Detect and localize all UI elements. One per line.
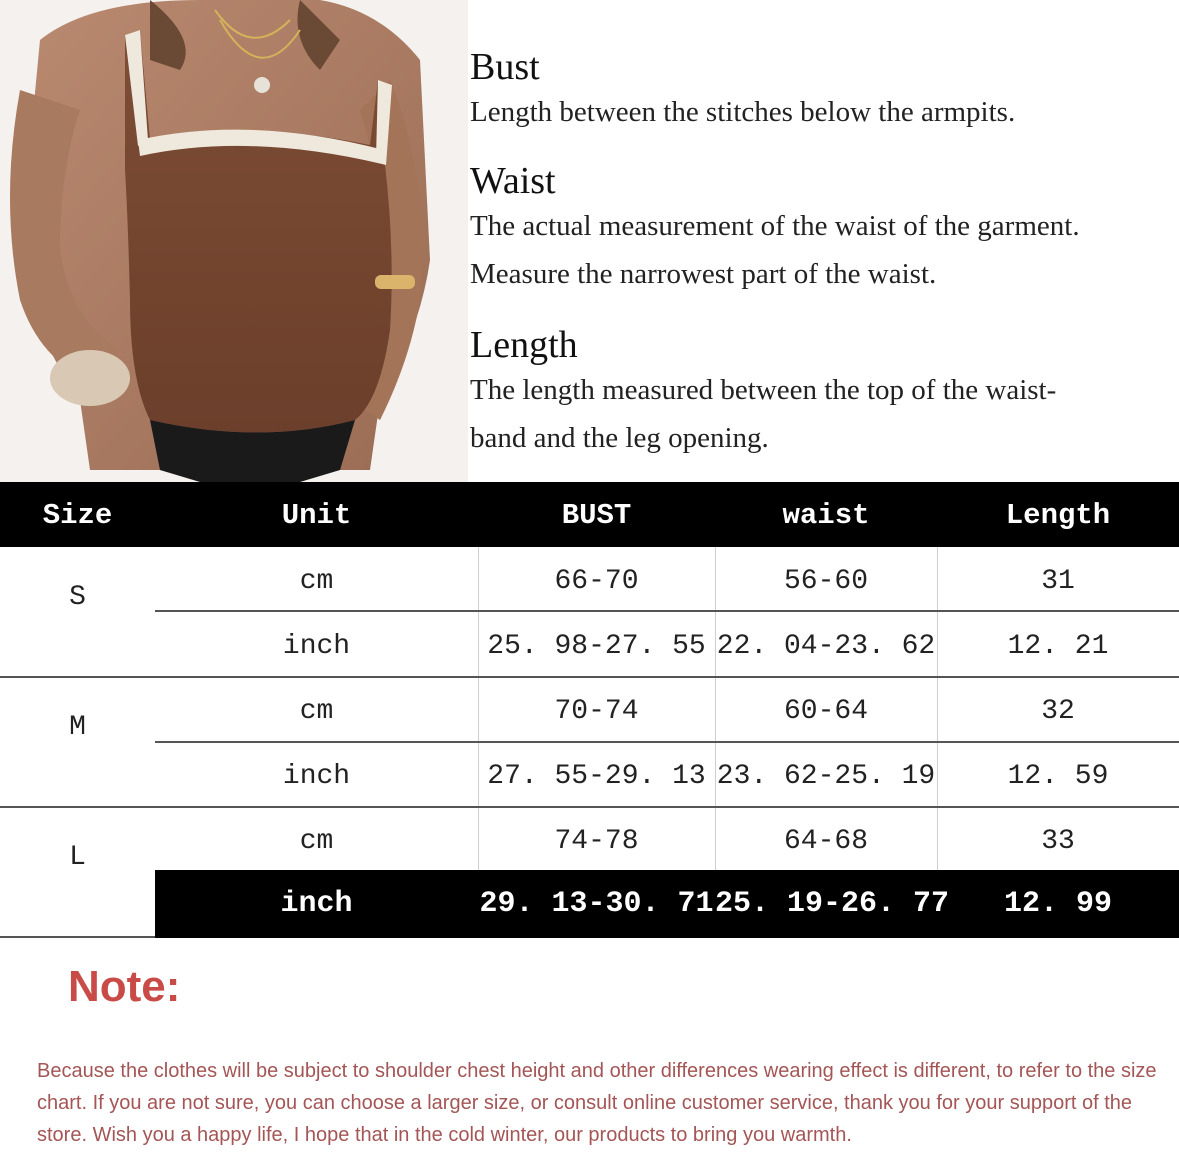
table-cell-bust: 29. 13-30. 71: [479, 887, 714, 921]
group-divider: [0, 936, 155, 938]
table-header: [0, 482, 1179, 547]
header-length: Length: [1005, 499, 1111, 532]
table-cell-waist: 22. 04-23. 62: [716, 631, 936, 662]
model-wearing-tank-top-illustration: [0, 0, 468, 482]
size-label-m: M: [69, 712, 86, 743]
size-label-l: L: [69, 842, 86, 873]
table-cell-waist: 64-68: [783, 826, 868, 857]
table-cell-waist: 25. 19-26. 77: [715, 887, 950, 921]
table-cell-length: 32: [1041, 696, 1075, 727]
definition-bust: [470, 46, 1015, 136]
letter-pendant-icon: [254, 77, 270, 93]
table-cell-bust: 27. 55-29. 13: [487, 761, 706, 792]
definition-term: Bust: [470, 46, 540, 88]
definition-text: Length between the stitches below the armpits.: [470, 96, 1016, 128]
note-text: Because the clothes will be subject to shoulder chest height and other differences wearing effect is different, to refer to the size chart. If you are not sure, you can choose a larger size, or consult online customer service, thank you for your support of the store. Wish you a happy life, I hope that in the cold winter, our products to bring you warmth.: [37, 1060, 1157, 1146]
header-unit: Unit: [281, 499, 352, 532]
header-waist: waist: [782, 499, 870, 532]
definition-term: Waist: [470, 160, 556, 202]
table-cell-unit: cm: [299, 696, 334, 727]
size-label-s: S: [69, 582, 86, 613]
table-cell-bust: 66-70: [554, 566, 639, 597]
table-cell-length: 12. 99: [1003, 887, 1113, 921]
table-cell-bust: 25. 98-27. 55: [487, 631, 706, 662]
table-cell-bust: 74-78: [554, 826, 639, 857]
definition-text: Measure the narrowest part of the waist.: [470, 258, 937, 290]
table-cell-length: 33: [1041, 826, 1075, 857]
table-cell-length: 31: [1041, 566, 1075, 597]
definition-length: [470, 324, 1056, 462]
definition-text: band and the leg opening.: [470, 422, 769, 454]
definition-term: Length: [470, 324, 578, 366]
table-cell-length: 12. 59: [1007, 761, 1109, 792]
table-cell-waist: 23. 62-25. 19: [716, 761, 936, 792]
header-size: Size: [42, 499, 113, 532]
definition-text: The actual measurement of the waist of the garment.: [470, 210, 1080, 242]
table-cell-unit: inch: [282, 631, 351, 662]
definition-waist: [470, 160, 1080, 298]
table-cell-length: 12. 21: [1007, 631, 1109, 662]
note-title: Note:: [68, 962, 181, 1011]
definition-text: The length measured between the top of the waist-: [470, 374, 1057, 406]
table-cell-unit: inch: [280, 887, 353, 921]
table-cell-bust: 70-74: [554, 696, 639, 727]
product-photo: [0, 0, 468, 482]
table-cell-unit: inch: [282, 761, 351, 792]
header-bust: BUST: [561, 499, 632, 532]
table-cell-unit: cm: [299, 826, 334, 857]
table-cell-unit: cm: [299, 566, 334, 597]
table-cell-waist: 60-64: [783, 696, 868, 727]
size-chart-table: [0, 482, 1179, 938]
table-cell-waist: 56-60: [783, 566, 868, 597]
